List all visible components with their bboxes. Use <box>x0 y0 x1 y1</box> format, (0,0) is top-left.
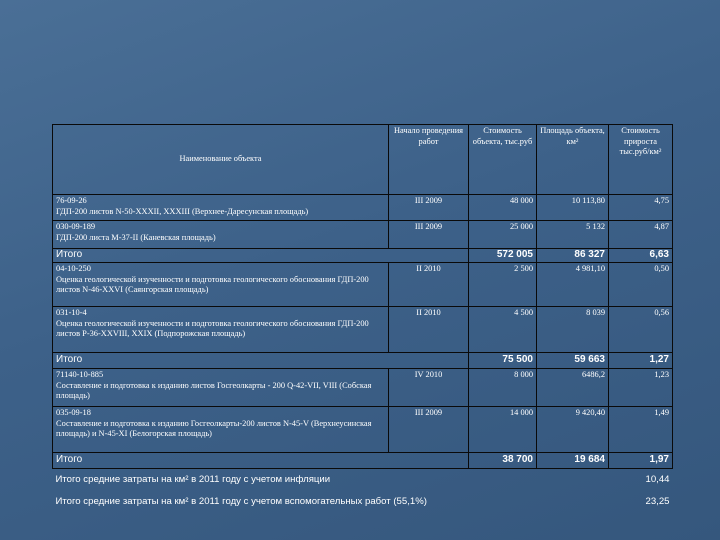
cost-table <box>52 124 673 513</box>
total-label: Итого <box>53 453 469 469</box>
cost-cell: 14 000 <box>469 407 537 453</box>
object-code: 035-09-18 <box>56 408 91 417</box>
object-description: ГДП-200 листов N-50-XXXII, XXXIII (Верхнее-Даресунская площадь) <box>56 206 309 216</box>
table-row <box>53 263 673 307</box>
area-cell: 10 113,80 <box>537 195 609 221</box>
header-start: Начало проведения работ <box>389 125 469 195</box>
area-cell: 9 420,40 <box>537 407 609 453</box>
total-increment: 1,97 <box>609 453 673 469</box>
object-description: Составление и подготовка к изданию Госгеолкарты-200 листов N-45-V (Верхнеусинская площадь) и N-45-XI (Белогорская площадь) <box>56 418 372 438</box>
object-code: 04-10-250 <box>56 264 91 273</box>
object-cell <box>53 263 389 307</box>
object-code: 76-09-26 <box>56 196 87 205</box>
header-name: Наименование объекта <box>53 125 389 195</box>
header-row <box>53 125 673 195</box>
table-row <box>53 369 673 407</box>
total-label: Итого <box>53 353 469 369</box>
table-body <box>53 195 673 513</box>
total-area: 86 327 <box>537 249 609 263</box>
object-cell <box>53 195 389 221</box>
object-code: 71140-10-885 <box>56 370 104 379</box>
table-row <box>53 407 673 453</box>
increment-cell: 0,50 <box>609 263 673 307</box>
summary-label: Итого средние затраты на км² в 2011 году с учетом вспомогательных работ (55,1%) <box>55 495 427 507</box>
cost-cell: 4 500 <box>469 307 537 353</box>
table-row <box>53 307 673 353</box>
object-cell <box>53 221 389 249</box>
start-cell: III 2009 <box>389 195 469 221</box>
increment-cell: 0,56 <box>609 307 673 353</box>
object-description: Оценка геологической изученности и подготовка геологического обоснования ГДП-200 листов P-36-XXVIII, XXIX (Подпорожская площадь) <box>56 318 369 338</box>
cost-cell: 25 000 <box>469 221 537 249</box>
object-cell <box>53 307 389 353</box>
table-row <box>53 221 673 249</box>
total-row <box>53 353 673 369</box>
summary-value: 23,25 <box>645 495 670 507</box>
start-cell: II 2010 <box>389 307 469 353</box>
area-cell: 4 981,10 <box>537 263 609 307</box>
cost-cell: 2 500 <box>469 263 537 307</box>
header-increment: Стоимость прироста тыс.руб/км² <box>609 125 673 195</box>
increment-cell: 4,75 <box>609 195 673 221</box>
total-cost: 38 700 <box>469 453 537 469</box>
object-description: Оценка геологической изученности и подготовка геологического обоснования ГДП-200 листов N-46-XXVI (Саянгорская площадь) <box>56 274 369 294</box>
increment-cell: 1,23 <box>609 369 673 407</box>
area-cell: 6486,2 <box>537 369 609 407</box>
total-area: 59 663 <box>537 353 609 369</box>
start-cell: III 2009 <box>389 221 469 249</box>
area-cell: 5 132 <box>537 221 609 249</box>
total-row <box>53 453 673 469</box>
start-cell: III 2009 <box>389 407 469 453</box>
header-area: Площадь объекта, км² <box>537 125 609 195</box>
total-cost: 572 005 <box>469 249 537 263</box>
cost-cell: 8 000 <box>469 369 537 407</box>
total-increment: 1,27 <box>609 353 673 369</box>
start-cell: IV 2010 <box>389 369 469 407</box>
increment-cell: 4,87 <box>609 221 673 249</box>
object-description: Составление и подготовка к изданию листов Госгеолкарты - 200 Q-42-VII, VIII (Собская площадь) <box>56 380 372 400</box>
total-label: Итого <box>53 249 469 263</box>
start-cell: II 2010 <box>389 263 469 307</box>
object-code: 030-09-189 <box>56 222 96 231</box>
summary-label: Итого средние затраты на км² в 2011 году с учетом инфляции <box>55 474 331 485</box>
total-row <box>53 249 673 263</box>
summary-row <box>53 491 673 513</box>
total-increment: 6,63 <box>609 249 673 263</box>
table-row <box>53 195 673 221</box>
object-cell <box>53 407 389 453</box>
object-code: 031-10-4 <box>56 308 87 317</box>
cost-cell: 48 000 <box>469 195 537 221</box>
summary-row <box>53 469 673 491</box>
total-cost: 75 500 <box>469 353 537 369</box>
header-cost: Стоимость объекта, тыс.руб <box>469 125 537 195</box>
summary-value: 10,44 <box>645 474 670 485</box>
object-cell <box>53 369 389 407</box>
total-area: 19 684 <box>537 453 609 469</box>
increment-cell: 1,49 <box>609 407 673 453</box>
area-cell: 8 039 <box>537 307 609 353</box>
object-description: ГДП-200 листа M-37-II (Каневская площадь) <box>56 232 216 242</box>
